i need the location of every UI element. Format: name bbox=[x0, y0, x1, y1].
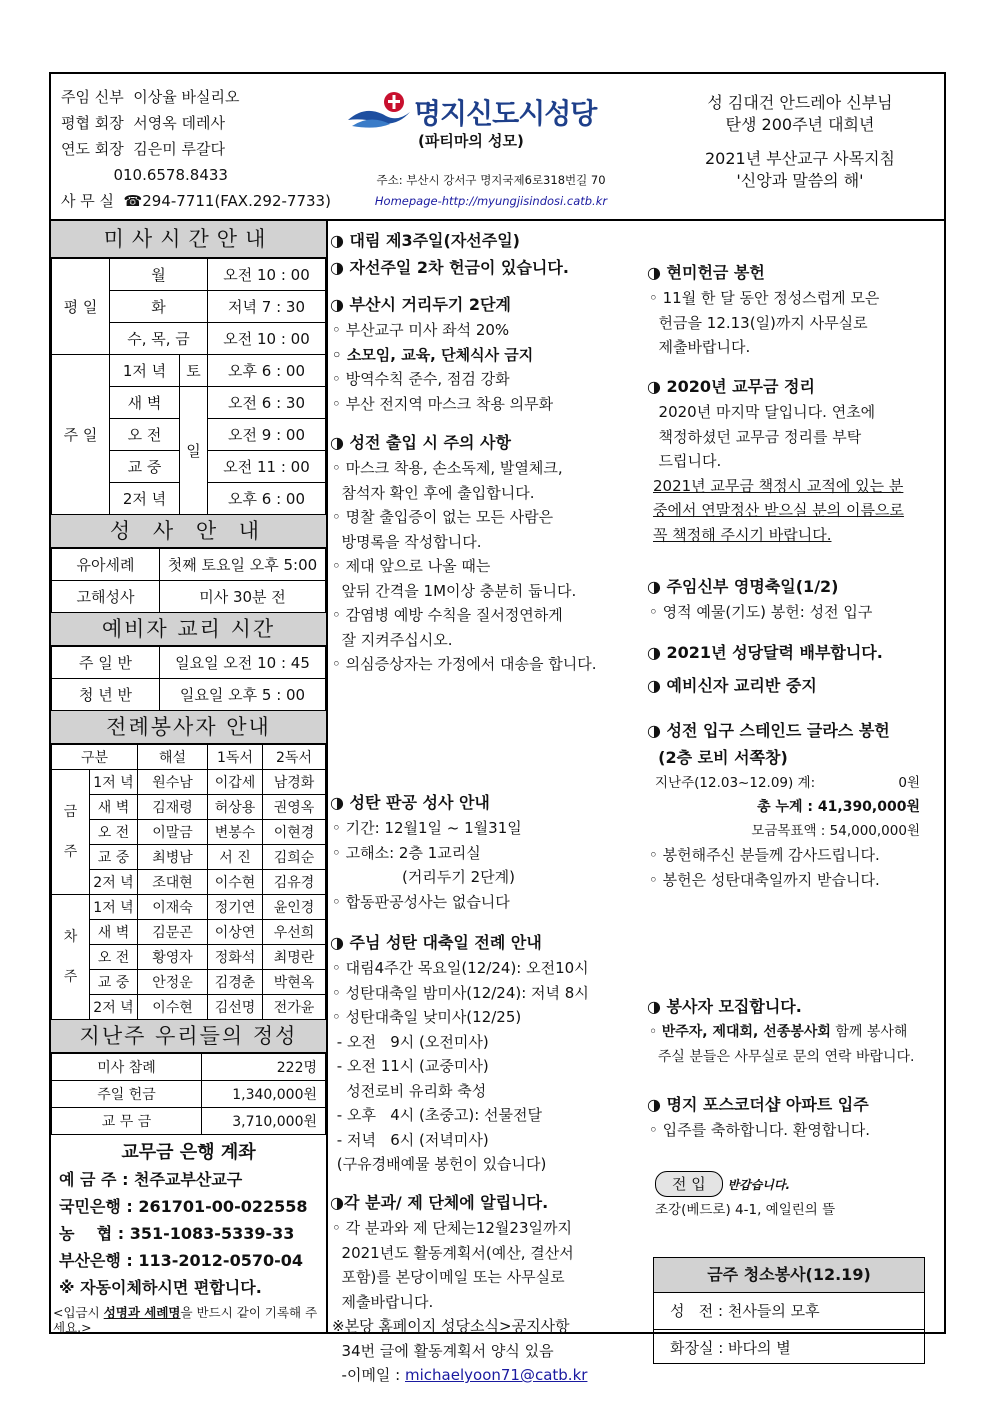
heading-text: 주임신부 영명축일(1/2) bbox=[666, 577, 839, 596]
advent-block bbox=[330, 227, 569, 281]
bank-accounts bbox=[51, 1135, 326, 1305]
welcome-block bbox=[655, 1171, 835, 1222]
server-cell: 조대현 bbox=[138, 870, 208, 895]
mass-cell: 1저 녁 bbox=[110, 355, 180, 387]
list-item: 2021년도 활동계획서(예산, 결산서 bbox=[332, 1243, 574, 1262]
section-heading bbox=[647, 639, 883, 666]
day-cell: 화 bbox=[110, 291, 208, 323]
cleaning-restroom: 화장실 : 바다의 별 bbox=[670, 1339, 791, 1357]
day-cell: 토 bbox=[180, 355, 208, 387]
list-item: ◦ 마스크 착용, 손소독제, 발열체크, bbox=[332, 459, 563, 477]
list-item: ◦ 방역수칙 준수, 점검 강화 bbox=[332, 370, 510, 388]
heading-text: 2020년 교무금 정리 bbox=[666, 377, 815, 396]
list-item: 참석자 확인 후에 출입합니다. bbox=[332, 483, 535, 502]
account-busan: 부산은행 : 113-2012-0570-04 bbox=[59, 1251, 304, 1270]
table-row bbox=[52, 820, 326, 845]
server-cell: 교 중 bbox=[90, 970, 138, 995]
middle-column bbox=[330, 221, 640, 1384]
server-cell: 새 벽 bbox=[90, 795, 138, 820]
list-item bbox=[330, 865, 522, 890]
homepage-link[interactable]: Homepage-http://myungjisindosi.catb.kr bbox=[374, 194, 608, 208]
list-item: 꼭 책정해 주시기 바랍니다. bbox=[653, 525, 832, 544]
server-cell: 교 중 bbox=[90, 845, 138, 870]
server-cell: 이수현 bbox=[208, 870, 263, 895]
server-cell: 김문곤 bbox=[138, 920, 208, 945]
table-row bbox=[52, 870, 326, 895]
label-cell: 주일 헌금 bbox=[52, 1081, 202, 1108]
welcome-family: 조강(베드로) 4-1, 예일린의 뜰 bbox=[655, 1201, 836, 1218]
list-item: 34번 글에 활동계획서 양식 있음 bbox=[332, 1341, 554, 1360]
table-row bbox=[52, 647, 326, 679]
list-item: ◦ 감염병 예방 수칙을 질서정연하게 bbox=[332, 606, 563, 624]
heading-text: 예비신자 교리반 중지 bbox=[666, 676, 817, 695]
time-cell: 오전 11 : 00 bbox=[208, 451, 326, 483]
list-item: ◦ 봉헌은 성탄대축일까지 받습니다. bbox=[649, 870, 880, 889]
server-cell: 오 전 bbox=[90, 945, 138, 970]
list-item: 제출바랍니다. bbox=[332, 1292, 434, 1311]
list-item: 잘 지켜주십시오. bbox=[332, 630, 453, 649]
list-item: ◦ 소모임, 교육, 단체식사 금지 bbox=[332, 345, 534, 364]
catechism-title: 예비자 교리 시간 bbox=[51, 613, 326, 646]
server-cell: 안정운 bbox=[138, 970, 208, 995]
heading-sub: (2층 로비 서쪽창) bbox=[647, 748, 788, 767]
table-row bbox=[52, 259, 326, 291]
week-label: 금 주 bbox=[52, 770, 90, 895]
list-item: 2021년 교무금 책정시 교적에 있는 분 bbox=[653, 476, 904, 495]
list-item: (구유경배예물 봉헌이 있습니다) bbox=[332, 1155, 547, 1173]
server-cell: 이현경 bbox=[263, 820, 326, 845]
server-cell: 윤인경 bbox=[263, 895, 326, 920]
apartment-block bbox=[647, 1091, 870, 1143]
list-item: 2020년 마지막 달입니다. 연초에 bbox=[649, 403, 876, 421]
server-cell: 서 진 bbox=[208, 845, 263, 870]
server-cell: 정화석 bbox=[208, 945, 263, 970]
table-row bbox=[52, 745, 326, 770]
item-text: 합동판공성사는 없습니다 bbox=[345, 892, 510, 911]
section-heading bbox=[330, 789, 522, 816]
section-heading bbox=[647, 672, 883, 699]
server-cell: 이상연 bbox=[208, 920, 263, 945]
distancing-block bbox=[330, 291, 553, 416]
christmas-liturgy-block bbox=[330, 929, 589, 1177]
calendar-block bbox=[647, 639, 883, 699]
autopay-note: ※ 자동이체하시면 편합니다. bbox=[59, 1278, 262, 1297]
servers-table bbox=[51, 744, 326, 1020]
half-circle-icon: ◑ bbox=[330, 433, 350, 452]
server-cell: 2저 녁 bbox=[90, 870, 138, 895]
list-item bbox=[330, 1363, 587, 1388]
half-circle-icon: ◑ bbox=[330, 231, 350, 250]
council-line: 평협 회장 서영옥 데레사 bbox=[61, 114, 225, 132]
section-heading bbox=[330, 254, 569, 281]
church-emblem-icon bbox=[346, 90, 412, 130]
server-cell: 최명란 bbox=[263, 945, 326, 970]
weekly-value: 0원 bbox=[898, 775, 920, 791]
list-item: 포함)를 본당이메일 또는 사무실로 bbox=[332, 1268, 565, 1286]
heading-text: 부산시 거리두기 2단계 bbox=[349, 295, 511, 314]
value-cell: 3,710,000원 bbox=[202, 1108, 326, 1135]
value-cell: 첫째 토요일 오후 5:00 bbox=[160, 549, 326, 581]
header-right bbox=[656, 92, 944, 192]
server-cell: 변봉수 bbox=[208, 820, 263, 845]
table-row bbox=[52, 1054, 326, 1081]
label-cell: 청 년 반 bbox=[52, 679, 160, 711]
server-cell: 1저 녁 bbox=[90, 770, 138, 795]
server-cell: 이수현 bbox=[138, 995, 208, 1020]
church-logo bbox=[346, 90, 646, 150]
phone-line: 010.6578.8433 bbox=[61, 166, 228, 184]
list-item: ◦ 성탄대축일 밤미사(12/24): 저녁 8시 bbox=[332, 983, 589, 1002]
list-item: ◦ 제대 앞으로 나올 때는 bbox=[332, 557, 491, 575]
time-cell: 오전 10 : 00 bbox=[208, 259, 326, 291]
table-row bbox=[52, 581, 326, 613]
pastoral-line1: 2021년 부산교구 사목지침 bbox=[705, 149, 895, 168]
catechism-table bbox=[51, 646, 326, 711]
account-holder: 예 금 주 : 천주교부산교구 bbox=[59, 1170, 243, 1189]
value-cell: 222명 bbox=[202, 1054, 326, 1081]
section-heading bbox=[647, 373, 904, 400]
server-cell: 김희순 bbox=[263, 845, 326, 870]
server-cell: 김경춘 bbox=[208, 970, 263, 995]
welcome-text: 반갑습니다. bbox=[727, 1178, 791, 1192]
label-cell: 유아세례 bbox=[52, 549, 160, 581]
server-cell: 원수남 bbox=[138, 770, 208, 795]
item-text: 방역수칙 준수, 점검 강화 bbox=[345, 370, 510, 388]
email-link[interactable]: michaelyoon71@catb.kr bbox=[405, 1366, 588, 1384]
list-item: ◦ 부산 전지역 마스크 착용 의무화 bbox=[332, 394, 554, 413]
stained-glass-block bbox=[647, 717, 944, 892]
dues-block bbox=[647, 373, 904, 547]
time-cell: 오전 6 : 30 bbox=[208, 387, 326, 419]
mass-cell: 교 중 bbox=[110, 451, 180, 483]
list-item: 책정하셨던 교무금 정리를 부탁 bbox=[649, 427, 862, 446]
heading-text: 주님 성탄 대축일 전례 안내 bbox=[349, 933, 542, 952]
heading-text: 2021년 성당달력 배부합니다. bbox=[666, 643, 883, 662]
cumulative-total: 총 누계 : 41,390,000원 bbox=[757, 799, 920, 815]
jubilee-line2: 탄생 200주년 대희년 bbox=[725, 115, 875, 134]
list-item: - 오전 9시 (오전미사) bbox=[332, 1032, 489, 1051]
item-text: 부산 전지역 마스크 착용 의무화 bbox=[345, 394, 554, 413]
volunteer-block bbox=[647, 993, 915, 1069]
list-item: 헌금을 12.13(일)까지 사무실로 bbox=[649, 313, 868, 332]
half-circle-icon: ◑ bbox=[330, 1193, 344, 1212]
note-text: 을 반드시 같이 기록해 주세요.> bbox=[53, 1305, 318, 1335]
table-row bbox=[52, 770, 326, 795]
time-cell: 저녁 7 : 30 bbox=[208, 291, 326, 323]
entry-rules-block bbox=[330, 429, 597, 677]
header-cell: 2독서 bbox=[263, 745, 326, 770]
right-column bbox=[647, 221, 944, 1357]
list-item: ※본당 홈페이지 성당소식>공지사항 bbox=[332, 1317, 570, 1335]
time-cell: 오전 9 : 00 bbox=[208, 419, 326, 451]
rice-offering-block bbox=[647, 259, 879, 360]
server-cell: 황영자 bbox=[138, 945, 208, 970]
value-cell: 일요일 오전 10 : 45 bbox=[160, 647, 326, 679]
server-cell: 박현옥 bbox=[263, 970, 326, 995]
half-circle-icon: ◑ bbox=[647, 1095, 667, 1114]
feast-block bbox=[647, 573, 872, 625]
value-cell: 1,340,000원 bbox=[202, 1081, 326, 1108]
servers-title: 전례봉사자 안내 bbox=[51, 711, 326, 744]
table-row bbox=[52, 845, 326, 870]
note-emphasis: 성명과 세례명 bbox=[103, 1305, 181, 1320]
heading-text: 현미헌금 봉헌 bbox=[666, 263, 765, 282]
note-text: <입금시 bbox=[53, 1305, 104, 1320]
header bbox=[51, 74, 944, 221]
server-cell: 김유경 bbox=[263, 870, 326, 895]
list-item: ◦ 영적 예물(기도) 봉헌: 성전 입구 bbox=[649, 603, 873, 621]
weekday-label: 평 일 bbox=[52, 259, 110, 355]
heading-text: 각 분과/ 제 단체에 알립니다. bbox=[343, 1193, 549, 1212]
server-cell: 이갑세 bbox=[208, 770, 263, 795]
list-item: ◦ 봉헌해주신 분들께 감사드립니다. bbox=[649, 846, 880, 864]
heading-text: 명지 포스코더샵 아파트 입주 bbox=[666, 1095, 869, 1114]
section-heading bbox=[330, 227, 569, 254]
offering-table bbox=[51, 1053, 326, 1135]
section-heading bbox=[647, 717, 944, 744]
label-cell: 미사 참례 bbox=[52, 1054, 202, 1081]
server-cell: 남경화 bbox=[263, 770, 326, 795]
server-cell: 전가윤 bbox=[263, 995, 326, 1020]
bulletin-page bbox=[49, 72, 946, 1384]
day-cell: 수, 목, 금 bbox=[110, 323, 208, 355]
half-circle-icon: ◑ bbox=[330, 933, 350, 952]
item-emphasis: 반주자, 제대회, 선종봉사회 bbox=[661, 1024, 831, 1040]
header-cell: 1독서 bbox=[208, 745, 263, 770]
half-circle-icon: ◑ bbox=[330, 258, 350, 277]
list-item: ◦ 합동판공성사는 없습니다 bbox=[332, 892, 510, 911]
account-kb: 국민은행 : 261701-00-022558 bbox=[59, 1197, 308, 1216]
heading-text: 성전 입구 스테인드 글라스 봉헌 bbox=[666, 721, 890, 740]
table-row bbox=[52, 679, 326, 711]
header-cell: 해설 bbox=[138, 745, 208, 770]
half-circle-icon: ◑ bbox=[330, 295, 350, 314]
section-heading bbox=[330, 429, 597, 456]
server-cell: 정기연 bbox=[208, 895, 263, 920]
table-row bbox=[52, 549, 326, 581]
mass-schedule-title: 미사시간안내 bbox=[51, 221, 326, 258]
list-item: ◦ 반주자, 제대회, 선종봉사회 함께 봉사해 bbox=[649, 1024, 908, 1040]
header-staff bbox=[61, 84, 331, 214]
server-cell: 이재숙 bbox=[138, 895, 208, 920]
section-heading bbox=[330, 929, 589, 956]
server-cell: 오 전 bbox=[90, 820, 138, 845]
list-item: ◦ 입주를 축하합니다. 환영합니다. bbox=[649, 1121, 871, 1139]
list-item: 드립니다. bbox=[649, 452, 722, 470]
item-text: 부산교구 미사 좌석 20% bbox=[345, 321, 510, 339]
welcome-badge: 전 입 bbox=[655, 1171, 723, 1197]
item-text: 기간: 12월1일 ~ 1월31일 bbox=[345, 819, 522, 837]
mass-cell: 새 벽 bbox=[110, 387, 180, 419]
list-item: ◦ 기간: 12월1일 ~ 1월31일 bbox=[332, 819, 522, 837]
time-cell: 오후 6 : 00 bbox=[208, 355, 326, 387]
server-cell: 1저 녁 bbox=[90, 895, 138, 920]
list-item: ◦ 명찰 출입증이 없는 모든 사람은 bbox=[332, 508, 554, 526]
goal-amount: 모금목표액 : 54,000,000원 bbox=[751, 823, 920, 839]
confession-block bbox=[330, 789, 522, 914]
table-row bbox=[52, 945, 326, 970]
mass-cell: 오 전 bbox=[110, 419, 180, 451]
half-circle-icon: ◑ bbox=[647, 721, 667, 740]
value-cell: 일요일 오후 5 : 00 bbox=[160, 679, 326, 711]
time-cell: 오후 6 : 00 bbox=[208, 483, 326, 515]
server-cell: 우선희 bbox=[263, 920, 326, 945]
half-circle-icon: ◑ bbox=[647, 577, 667, 596]
section-heading bbox=[647, 259, 879, 286]
server-cell: 이말금 bbox=[138, 820, 208, 845]
table-row bbox=[52, 920, 326, 945]
half-circle-icon: ◑ bbox=[647, 263, 667, 282]
heading-text: 자선주일 2차 헌금이 있습니다. bbox=[349, 258, 569, 277]
section-heading bbox=[647, 573, 872, 600]
list-item: 주실 분들은 사무실로 문의 연락 바랍니다. bbox=[649, 1048, 915, 1065]
bank-title: 교무금 은행 계좌 bbox=[121, 1142, 256, 1163]
list-item: ◦ 성탄대축일 낮미사(12/25) bbox=[332, 1008, 522, 1026]
list-item: 방명록을 작성합니다. bbox=[332, 532, 482, 551]
list-item: ◦ 부산교구 미사 좌석 20% bbox=[332, 321, 510, 339]
half-circle-icon: ◑ bbox=[330, 793, 350, 812]
table-row bbox=[52, 895, 326, 920]
server-cell: 김선명 bbox=[208, 995, 263, 1020]
list-item: ◦ 각 분과와 제 단체는12월23일까지 bbox=[332, 1219, 572, 1237]
item-text: 함께 봉사해 bbox=[830, 1024, 908, 1040]
mass-cell: 2저 녁 bbox=[110, 483, 180, 515]
server-cell: 허상용 bbox=[208, 795, 263, 820]
half-circle-icon: ◑ bbox=[647, 997, 667, 1016]
heading-text: 성전 출입 시 주의 사항 bbox=[349, 433, 511, 452]
header-cell: 구분 bbox=[52, 745, 138, 770]
address-block bbox=[321, 170, 661, 212]
label-cell: 고해성사 bbox=[52, 581, 160, 613]
item-text: 소모임, 교육, 단체식사 금지 bbox=[346, 345, 534, 364]
day-cell: 월 bbox=[110, 259, 208, 291]
cleaning-box bbox=[653, 1257, 925, 1364]
weekly-total-row bbox=[647, 771, 944, 795]
offering-title: 지난주 우리들의 정성 bbox=[51, 1020, 326, 1053]
table-row bbox=[52, 995, 326, 1020]
table-row bbox=[52, 1081, 326, 1108]
list-item: - 오후 4시 (초중고): 선물전달 bbox=[332, 1106, 542, 1124]
server-cell: 새 벽 bbox=[90, 920, 138, 945]
label-cell: 교 무 금 bbox=[52, 1108, 202, 1135]
list-item: 중에서 연말정산 받으실 분의 이름으로 bbox=[653, 501, 904, 519]
time-cell: 오전 10 : 00 bbox=[208, 323, 326, 355]
cleaning-title: 금주 청소봉사(12.19) bbox=[654, 1258, 924, 1293]
server-cell: 권영옥 bbox=[263, 795, 326, 820]
jubilee-line1: 성 김대건 안드레아 신부님 bbox=[707, 93, 893, 112]
list-item: - 저녁 6시 (저녁미사) bbox=[332, 1130, 489, 1149]
list-item: ◦ 11월 한 달 동안 정성스럽게 모은 bbox=[649, 289, 880, 307]
mass-schedule-table bbox=[51, 258, 326, 515]
table-row bbox=[52, 355, 326, 387]
deposit-note bbox=[51, 1305, 326, 1335]
heading-text: 대림 제3주일(자선주일) bbox=[349, 231, 520, 250]
day-cell: 일 bbox=[180, 387, 208, 515]
list-item: 제출바랍니다. bbox=[649, 338, 751, 356]
table-row bbox=[52, 1108, 326, 1135]
pastoral-line2: '신앙과 말씀의 해' bbox=[736, 171, 864, 190]
table-row bbox=[52, 795, 326, 820]
server-cell: 2저 녁 bbox=[90, 995, 138, 1020]
sacrament-table bbox=[51, 548, 326, 613]
list-item: 성전로비 유리화 축성 bbox=[332, 1081, 487, 1100]
list-item: ◦ 의심증상자는 가정에서 대송을 합니다. bbox=[332, 655, 597, 673]
weekly-label: 지난주(12.03~12.09) 계: bbox=[655, 775, 816, 791]
server-cell: 김재령 bbox=[138, 795, 208, 820]
server-cell: 최병남 bbox=[138, 845, 208, 870]
account-nh: 농 협 : 351-1083-5339-33 bbox=[59, 1224, 295, 1243]
label-cell: 주 일 반 bbox=[52, 647, 160, 679]
email-label: -이메일 : bbox=[332, 1366, 406, 1384]
section-heading bbox=[647, 1091, 870, 1118]
value-cell: 미사 30분 전 bbox=[160, 581, 326, 613]
table-row bbox=[52, 970, 326, 995]
week-label: 차 주 bbox=[52, 895, 90, 1020]
left-column bbox=[51, 221, 328, 1334]
section-heading bbox=[330, 291, 553, 318]
sunday-label: 주 일 bbox=[52, 355, 110, 515]
heading-text: 봉사자 모집합니다. bbox=[666, 997, 802, 1016]
half-circle-icon: ◑ bbox=[647, 643, 667, 662]
section-heading bbox=[330, 1189, 587, 1216]
church-name: 명지신도시성당 bbox=[414, 97, 597, 130]
list-item: 앞뒤 간격을 1M이상 충분히 둡니다. bbox=[332, 581, 577, 600]
sacrament-title: 성 사 안 내 bbox=[51, 515, 326, 548]
heading-text: 성탄 판공 성사 안내 bbox=[349, 793, 490, 812]
church-subtitle: (파티마의 성모) bbox=[418, 132, 524, 150]
list-item: - 오전 11시 (교중미사) bbox=[332, 1057, 489, 1075]
half-circle-icon: ◑ bbox=[647, 377, 667, 396]
elder-line: 연도 회장 김은미 루갈다 bbox=[61, 140, 225, 158]
list-item: ◦ 대림4주간 목요일(12/24): 오전10시 bbox=[332, 959, 589, 977]
list-item: ◦ 고해소: 2층 1교리실 bbox=[332, 843, 481, 862]
half-circle-icon: ◑ bbox=[647, 676, 667, 695]
office-line: 사 무 실 ☎294-7711(FAX.292-7733) bbox=[61, 192, 331, 210]
item-text: 고해소: 2층 1교리실 bbox=[345, 843, 481, 862]
groups-notice-block bbox=[330, 1189, 587, 1388]
section-heading bbox=[647, 993, 915, 1020]
pastor-line: 주임 신부 이상율 바실리오 bbox=[61, 88, 240, 106]
item-text: (거리두기 2단계) bbox=[402, 868, 515, 886]
address: 주소: 부산시 강서구 명지국제6로318번길 70 bbox=[376, 173, 606, 187]
cleaning-sanctuary: 성 전 : 천사들의 모후 bbox=[654, 1293, 924, 1330]
